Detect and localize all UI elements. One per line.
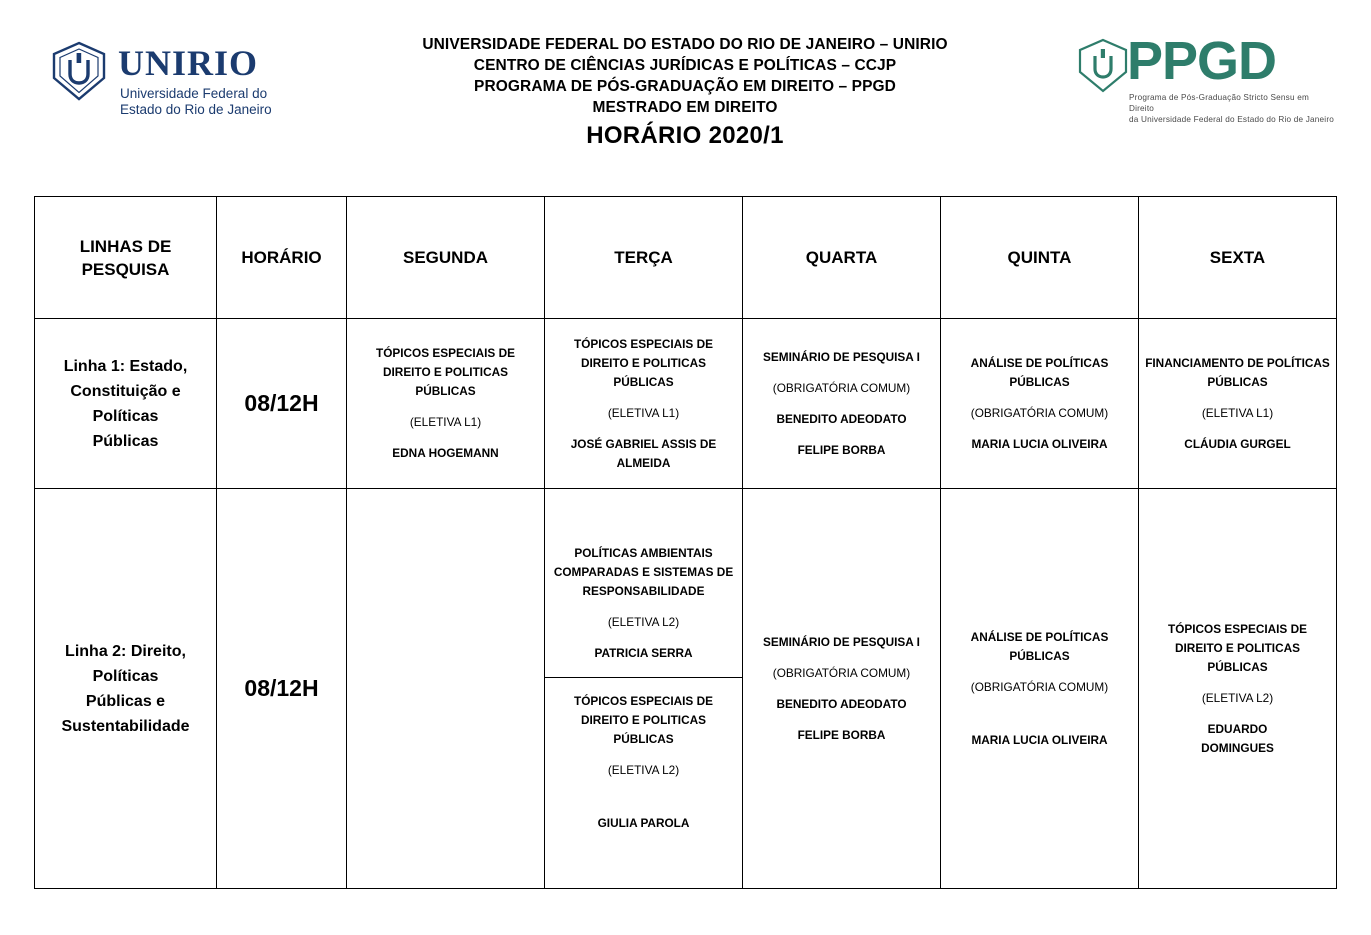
title-line-1: UNIVERSIDADE FEDERAL DO ESTADO DO RIO DE JANEIRO – UNIRIO (422, 36, 948, 53)
row1-terca-cell (545, 319, 743, 489)
course-professor-1: BENEDITO ADEODATO (776, 696, 907, 711)
row1-quarta-cell (743, 319, 941, 489)
document-header (0, 0, 1371, 170)
course-professor: MARIA LUCIA OLIVEIRA (971, 732, 1108, 747)
class-block (947, 628, 1132, 750)
title-line-3: PROGRAMA DE PÓS-GRADUAÇÃO EM DIREITO – PPGD (474, 78, 896, 95)
title-horario: HORÁRIO 2020/1 (586, 122, 784, 149)
ppgd-sub-line1: Programa de Pós-Graduação Stricto Sensu em Direito (1129, 93, 1309, 113)
header-linhas-line1: LINHAS DE (79, 236, 172, 256)
row1-sexta-cell (1139, 319, 1337, 489)
course-professor-2: DOMINGUES (1201, 740, 1274, 755)
course-type: (ELETIVA L1) (409, 415, 482, 429)
header-quarta: QUARTA (743, 197, 941, 319)
table-body (35, 319, 1337, 889)
course-type: (ELETIVA L2) (607, 763, 680, 777)
ppgd-emblem-icon (1075, 38, 1131, 94)
title-line-4: MESTRADO EM DIREITO (592, 99, 778, 116)
table-row (35, 489, 1337, 889)
row2-linha-line1: Linha 2: Direito, (65, 642, 186, 660)
course-professor: EDNA HOGEMANN (392, 446, 499, 460)
class-block (947, 354, 1132, 454)
course-professor-2: FELIPE BORBA (797, 727, 886, 742)
row2-linha-line3: Públicas e (85, 692, 166, 710)
course-professor-1: BENEDITO ADEODATO (776, 411, 907, 426)
unirio-sub-line1: Universidade Federal do (120, 86, 268, 101)
header-linhas-pesquisa (35, 197, 217, 319)
course-type: (OBRIGATÓRIA COMUM) (772, 380, 911, 395)
course-type: (ELETIVA L2) (1201, 690, 1274, 705)
row2-segunda-cell (347, 489, 545, 889)
unirio-wordmark: UNIRIO (118, 43, 259, 83)
class-block (1145, 354, 1330, 454)
row1-linha-line4: Públicas (92, 432, 159, 450)
course-name: ANÁLISE DE POLÍTICAS PÚBLICAS (970, 629, 1109, 663)
course-name: SEMINÁRIO DE PESQUISA I (763, 349, 920, 364)
header-sexta: SEXTA (1139, 197, 1337, 319)
cell-divider (544, 677, 743, 678)
class-block-b (551, 692, 736, 833)
schedule-table (34, 196, 1337, 889)
course-professor-2: FELIPE BORBA (797, 442, 886, 457)
class-block (353, 344, 538, 463)
table-header-row (35, 197, 1337, 319)
course-name: ANÁLISE DE POLÍTICAS PÚBLICAS (970, 355, 1109, 389)
course-name: TÓPICOS ESPECIAIS DE DIREITO E POLITICAS PÚBLICAS (574, 336, 713, 389)
row1-segunda-cell (347, 319, 545, 489)
course-name: TÓPICOS ESPECIAIS DE DIREITO E POLITICAS PÚBLICAS (376, 346, 515, 398)
row2-linha-pesquisa (35, 489, 217, 889)
course-name: TÓPICOS ESPECIAIS DE DIREITO E POLITICAS PÚBLICAS (574, 694, 713, 746)
row2-linha-line4: Sustentabilidade (61, 717, 190, 735)
ppgd-logo-subtitle (1129, 92, 1334, 125)
row1-linha-line2: Constituição e (70, 382, 181, 400)
table-row (35, 319, 1337, 489)
class-block (1145, 620, 1330, 758)
header-linhas-line2: PESQUISA (81, 259, 170, 279)
header-terca: TERÇA (545, 197, 743, 319)
course-type: (ELETIVA L2) (607, 615, 680, 629)
ppgd-logo (1075, 31, 1335, 124)
course-type: (OBRIGATÓRIA COMUM) (970, 679, 1109, 694)
schedule-table-container (34, 196, 1337, 889)
unirio-logo-subtitle (120, 86, 272, 118)
header-quinta: QUINTA (941, 197, 1139, 319)
header-segunda: SEGUNDA (347, 197, 545, 319)
class-block (749, 348, 934, 460)
course-name: FINANCIAMENTO DE POLÍTICAS PÚBLICAS (1145, 355, 1330, 389)
page-title (340, 34, 1030, 150)
row2-terca-cell (545, 489, 743, 889)
course-name: POLÍTICAS AMBIENTAIS COMPARADAS E SISTEMAS DE RESPONSABILIDADE (553, 546, 734, 598)
course-name: TÓPICOS ESPECIAIS DE DIREITO E POLITICAS PÚBLICAS (1168, 621, 1307, 674)
unirio-emblem-icon (48, 40, 110, 102)
header-horario: HORÁRIO (217, 197, 347, 319)
course-type: (ELETIVA L1) (1201, 405, 1274, 420)
unirio-logo (40, 40, 290, 125)
ppgd-wordmark: PPGD (1127, 31, 1277, 91)
row1-linha-line1: Linha 1: Estado, (63, 357, 188, 375)
course-professor: JOSÉ GABRIEL ASSIS DE ALMEIDA (570, 436, 717, 470)
course-professor: CLÁUDIA GURGEL (1184, 436, 1291, 451)
course-type: (OBRIGATÓRIA COMUM) (772, 665, 911, 680)
course-type: (ELETIVA L1) (607, 405, 680, 420)
course-professor: PATRICIA SERRA (594, 646, 693, 660)
title-line-2: CENTRO DE CIÊNCIAS JURÍDICAS E POLÍTICAS – CCJP (473, 57, 897, 74)
row1-horario: 08/12H (217, 319, 347, 489)
row1-linha-line3: Políticas (92, 407, 159, 425)
course-professor-1: EDUARDO (1207, 721, 1268, 736)
row2-quinta-cell (941, 489, 1139, 889)
unirio-sub-line2: Estado do Rio de Janeiro (120, 102, 272, 117)
row2-horario: 08/12H (217, 489, 347, 889)
row2-linha-line2: Políticas (92, 667, 159, 685)
class-block (749, 633, 934, 745)
ppgd-sub-line2: da Universidade Federal do Estado do Rio de Janeiro (1129, 115, 1335, 124)
course-professor: MARIA LUCIA OLIVEIRA (971, 436, 1108, 451)
table-header (35, 197, 1337, 319)
row2-sexta-cell (1139, 489, 1337, 889)
course-professor: GIULIA PAROLA (597, 816, 690, 830)
course-type: (OBRIGATÓRIA COMUM) (970, 405, 1109, 420)
row1-linha-pesquisa (35, 319, 217, 489)
class-block-a (551, 544, 736, 663)
row1-quinta-cell (941, 319, 1139, 489)
row2-quarta-cell (743, 489, 941, 889)
course-name: SEMINÁRIO DE PESQUISA I (763, 634, 920, 649)
class-block (551, 335, 736, 473)
